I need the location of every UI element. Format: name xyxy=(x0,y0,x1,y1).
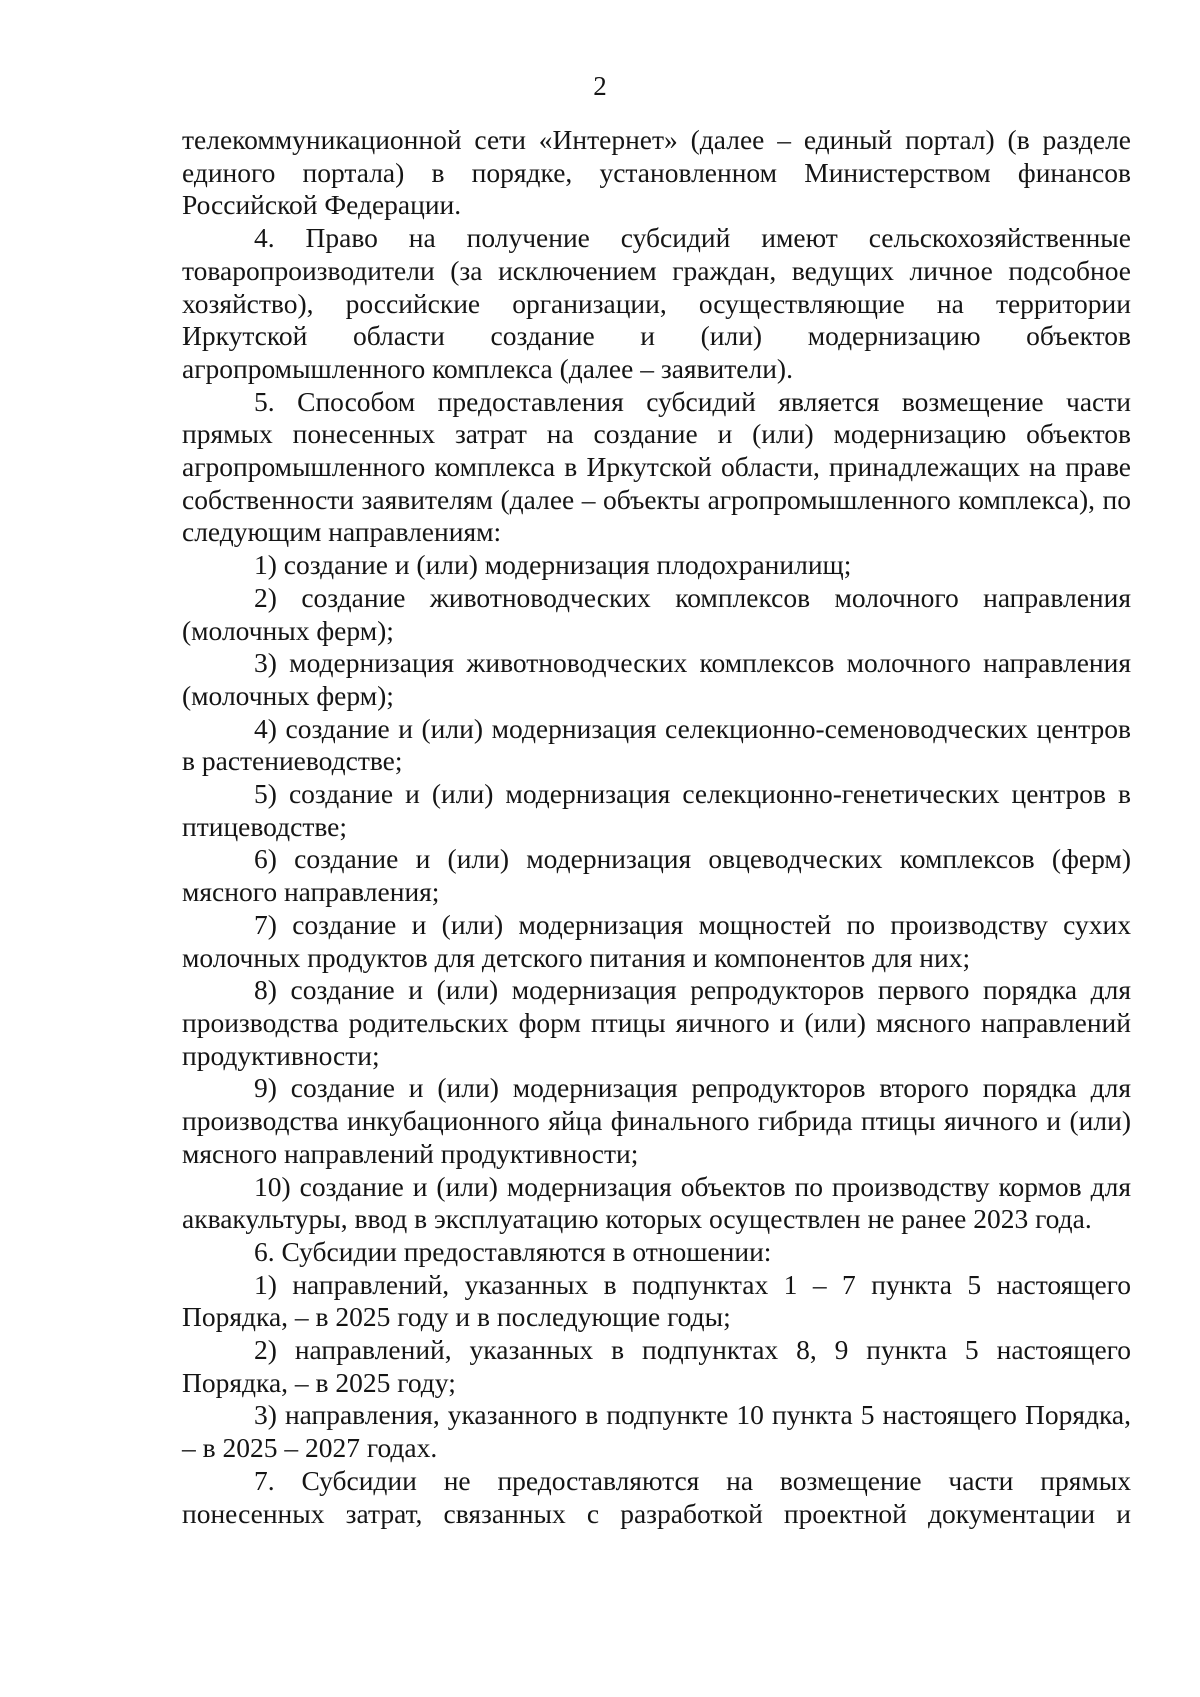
paragraph-item-4: 4. Право на получение субсидий имеют сельскохозяйственные товаропроизводители (за исключением граждан, ведущих личное подсобное хозяйство), российские организации, осуществляющие на территории Иркутской области создание и (или) модернизацию объектов агропромышленного комплекса (далее – заявители). xyxy=(182,222,1131,384)
subitem-5-8: 8) создание и (или) модернизация репродукторов первого порядка для производства родительских форм птицы яичного и (или) мясного направлений продуктивности; xyxy=(182,974,1131,1071)
document-body xyxy=(182,124,1131,1530)
subitem-5-5: 5) создание и (или) модернизация селекционно-генетических центров в птицеводстве; xyxy=(182,778,1131,842)
subitem-5-3: 3) модернизация животноводческих комплексов молочного направления (молочных ферм); xyxy=(182,647,1131,711)
subitem-6-3: 3) направления, указанного в подпункте 10 пункта 5 настоящего Порядка, – в 2025 – 2027 годах. xyxy=(182,1399,1131,1464)
subitem-6-1: 1) направлений, указанных в подпунктах 1 – 7 пункта 5 настоящего Порядка, – в 2025 году и в последующие годы; xyxy=(182,1268,1131,1333)
subitem-5-1: 1) создание и (или) модернизация плодохранилищ; xyxy=(254,549,852,581)
paragraph-continuation: телекоммуникационной сети «Интернет» (далее – единый портал) (в разделе единого портала) в порядке, установленном Министерством финансов Российской Федерации. xyxy=(182,124,1131,221)
subitem-5-6: 6) создание и (или) модернизация овцеводческих комплексов (ферм) мясного направления; xyxy=(182,843,1131,908)
subitem-5-7: 7) создание и (или) модернизация мощностей по производству сухих молочных продуктов для детского питания и компонентов для них; xyxy=(182,908,1131,973)
paragraph-item-5: 5. Способом предоставления субсидий является возмещение части прямых понесенных затрат на создание и (или) модернизацию объектов агропромышленного комплекса в Иркутской области, принадлежащих на праве собственности заявителям (далее – объекты агропромышленного комплекса), по следующим направлениям: xyxy=(182,385,1131,548)
subitem-5-10: 10) создание и (или) модернизация объектов по производству кормов для аквакультуры, ввод в эксплуатацию которых осуществлен не ранее 2023 года. xyxy=(182,1170,1131,1235)
paragraph-item-7: 7. Субсидии не предоставляются на возмещение части прямых понесенных затрат, связанных с разработкой проектной документации и xyxy=(182,1464,1131,1529)
subitem-6-2: 2) направлений, указанных в подпунктах 8, 9 пункта 5 настоящего Порядка, – в 2025 году; xyxy=(182,1334,1131,1398)
subitem-5-9: 9) создание и (или) модернизация репродукторов второго порядка для производства инкубационного яйца финального гибрида птицы яичного и (или) мясного направлений продуктивности; xyxy=(182,1072,1131,1169)
page-number: 2 xyxy=(593,71,607,101)
subitem-5-4: 4) создание и (или) модернизация селекционно-семеноводческих центров в растениеводстве; xyxy=(182,712,1131,777)
subitem-5-2: 2) создание животноводческих комплексов молочного направления (молочных ферм); xyxy=(182,581,1131,646)
paragraph-item-6: 6. Субсидии предоставляются в отношении: xyxy=(254,1235,772,1267)
